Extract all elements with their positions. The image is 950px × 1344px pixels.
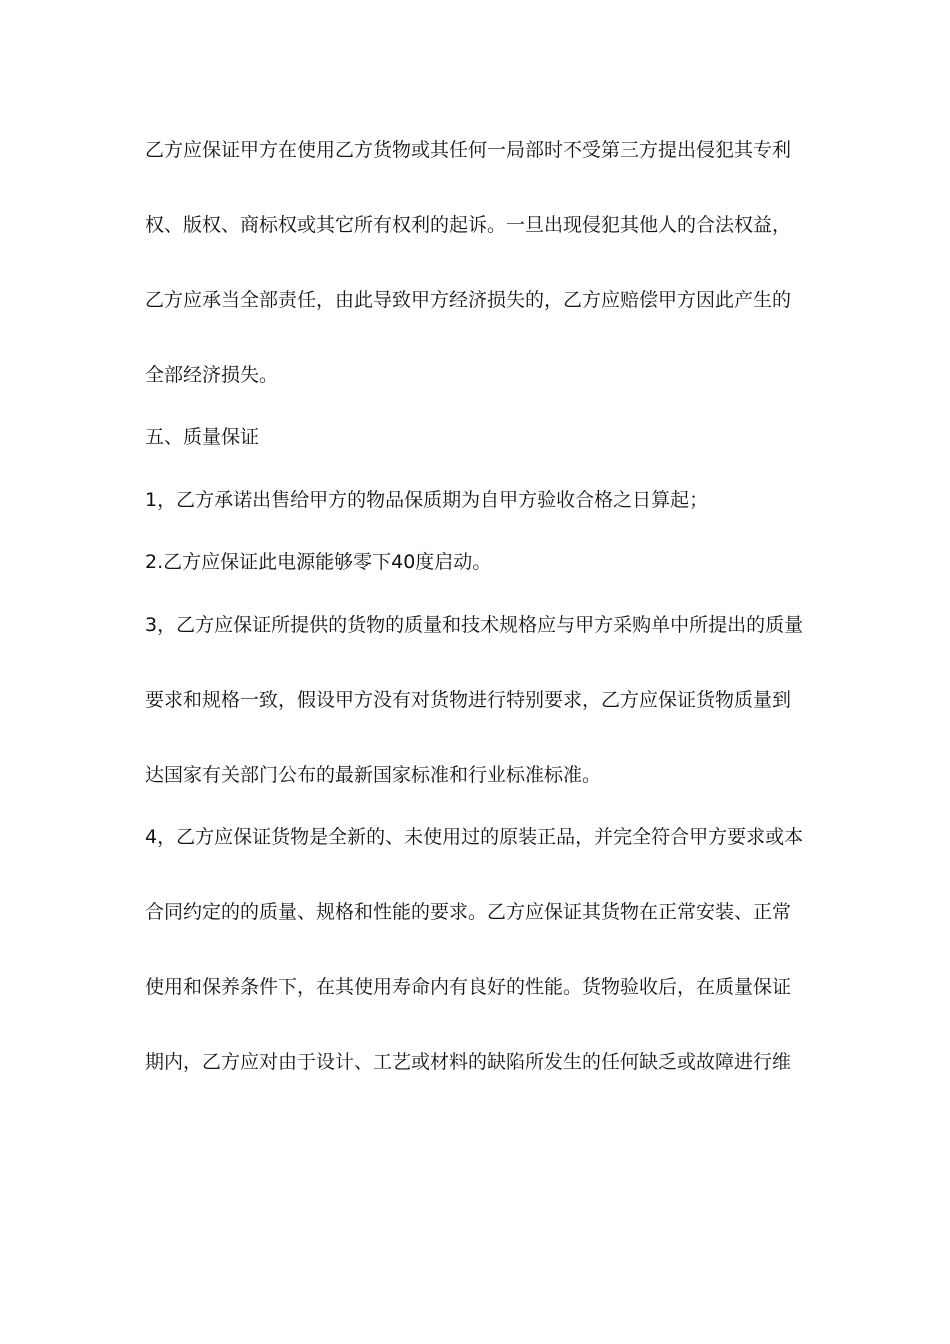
paragraph-line: 要求和规格一致，假设甲方没有对货物进行特别要求，乙方应保证货物质量到: [145, 689, 792, 711]
paragraph-line: 全部经济损失。: [145, 364, 279, 386]
paragraph-line: 乙方应保证甲方在使用乙方货物或其任何一局部时不受第三方提出侵犯其专利: [145, 139, 792, 161]
paragraph-line: 使用和保养条件下，在其使用寿命内有良好的性能。货物验收后，在质量保证: [145, 976, 792, 998]
clause-item-4: 4，乙方应保证货物是全新的、未使用过的原装正品，并完全符合甲方要求或本: [145, 826, 804, 848]
clause-item-3: 3，乙方应保证所提供的货物的质量和技术规格应与甲方采购单中所提出的质量: [145, 614, 804, 636]
paragraph-line: 权、版权、商标权或其它所有权利的起诉。一旦出现侵犯其他人的合法权益，: [145, 214, 792, 236]
section-heading: 五、质量保证: [145, 426, 260, 448]
clause-item-2: 2.乙方应保证此电源能够零下40度启动。: [145, 551, 492, 573]
paragraph-line: 合同约定的的质量、规格和性能的要求。乙方应保证其货物在正常安装、正常: [145, 901, 792, 923]
paragraph-line: 期内，乙方应对由于设计、工艺或材料的缺陷所发生的任何缺乏或故障进行维: [145, 1051, 792, 1073]
paragraph-line: 达国家有关部门公布的最新国家标准和行业标准标准。: [145, 764, 602, 786]
clause-item-1: 1，乙方承诺出售给甲方的物品保质期为自甲方验收合格之日算起；: [145, 489, 709, 511]
paragraph-line: 乙方应承当全部责任，由此导致甲方经济损失的，乙方应赔偿甲方因此产生的: [145, 289, 792, 311]
